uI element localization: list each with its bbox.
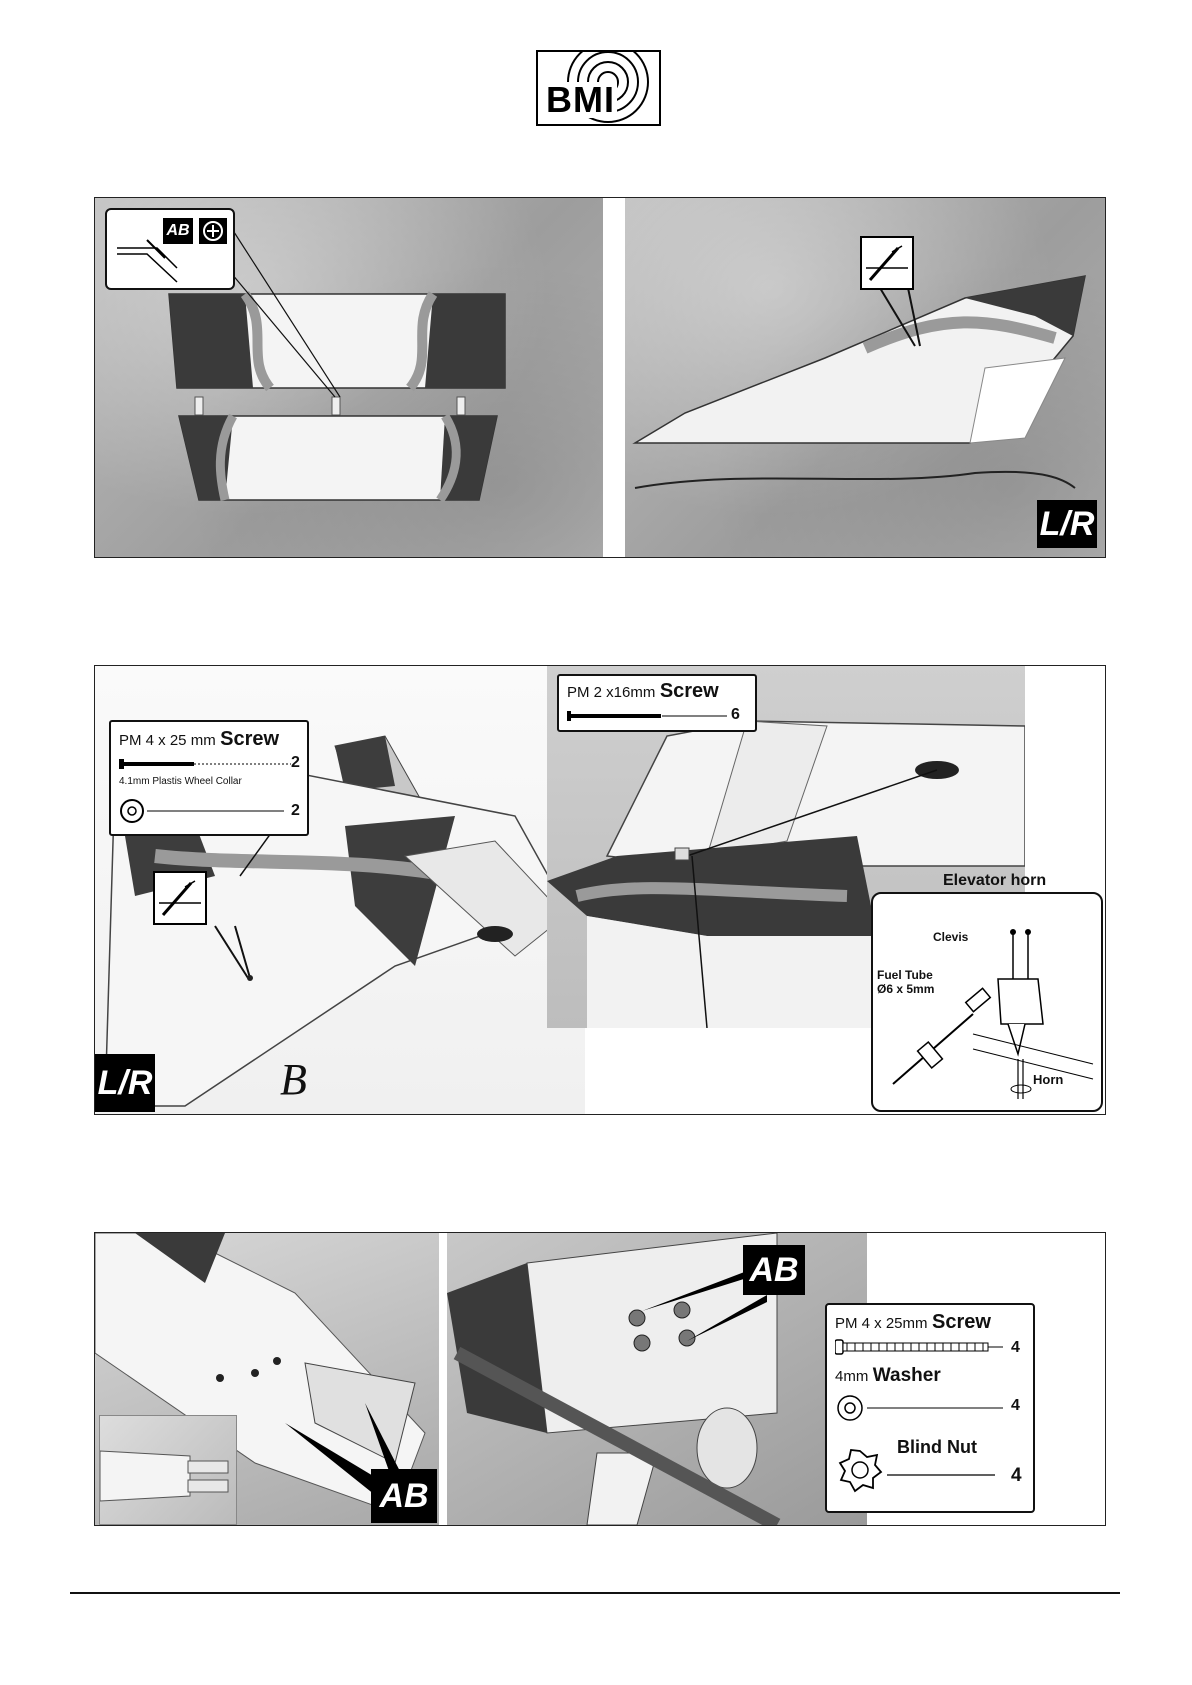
screw-word-label: Screw	[220, 728, 280, 750]
screw-qty: 2	[291, 754, 300, 771]
lr-badge: L/R	[95, 1054, 155, 1112]
washer-size-label: 4mm	[835, 1368, 869, 1385]
lr-badge: L/R	[1037, 500, 1097, 548]
horn-detail-callout	[871, 892, 1103, 1112]
screw-collar-callout	[109, 720, 309, 836]
glue-ab-label: AB	[163, 218, 193, 244]
screw-driver-icon	[199, 218, 227, 244]
blind-nut-icon	[835, 1445, 1005, 1495]
ab-badge: AB	[371, 1469, 437, 1523]
horn-label: Horn	[1033, 1072, 1064, 1087]
cut-tool-icon	[153, 871, 207, 925]
motor-mount-photo	[447, 1233, 867, 1525]
washer-icon	[835, 1393, 1005, 1423]
clevis-label: Clevis	[933, 930, 969, 944]
logo-text: BMI	[546, 79, 615, 120]
photo-divider	[603, 198, 625, 557]
collar-label: 4.1mm Plastis Wheel Collar	[119, 776, 242, 787]
fin-photo	[625, 198, 1105, 557]
pm2-screw-size-label: PM 2 x16mm	[567, 684, 656, 701]
panel-step-1	[94, 197, 1106, 558]
footer-rule	[70, 1592, 1120, 1594]
inset-photo	[99, 1415, 237, 1525]
tail-photo	[95, 666, 585, 1114]
screw-icon	[835, 1339, 1005, 1355]
pm2-screw-word-label: Screw	[659, 680, 719, 702]
mount-screw-word-label: Screw	[931, 1311, 991, 1333]
blind-nut-qty: 4	[1011, 1465, 1022, 1486]
cut-tool-icon	[860, 236, 914, 290]
mount-screw-size-label: PM 4 x 25mm	[835, 1315, 928, 1332]
wheel-collar-icon	[119, 798, 289, 824]
mount-screw-qty: 4	[1011, 1339, 1020, 1356]
ab-badge: AB	[743, 1245, 805, 1295]
hinge-callout	[105, 208, 235, 290]
pm2-screw-qty: 6	[731, 706, 740, 723]
screw-icon	[119, 758, 299, 770]
motor-parts-callout	[825, 1303, 1035, 1513]
fuel-tube-size-label: Ø6 x 5mm	[877, 982, 935, 996]
washer-qty: 4	[1011, 1397, 1020, 1414]
screw-icon	[567, 710, 732, 722]
panel-step-2	[94, 665, 1106, 1115]
elevator-horn-label: Elevator horn	[943, 872, 1047, 889]
screw-size-label: PM 4 x 25 mm	[119, 732, 216, 749]
bmi-logo	[536, 50, 661, 126]
pm2-screw-callout	[557, 674, 757, 732]
fuselage-slot-photo	[95, 1233, 439, 1525]
collar-qty: 2	[291, 802, 300, 819]
stabilizer-photo	[95, 198, 603, 557]
washer-word-label: Washer	[872, 1365, 941, 1386]
panel-step-3	[94, 1232, 1106, 1526]
blind-nut-label: Blind Nut	[897, 1437, 977, 1457]
fuel-tube-label: Fuel Tube	[877, 968, 933, 982]
svg-text:B: B	[280, 1055, 307, 1104]
